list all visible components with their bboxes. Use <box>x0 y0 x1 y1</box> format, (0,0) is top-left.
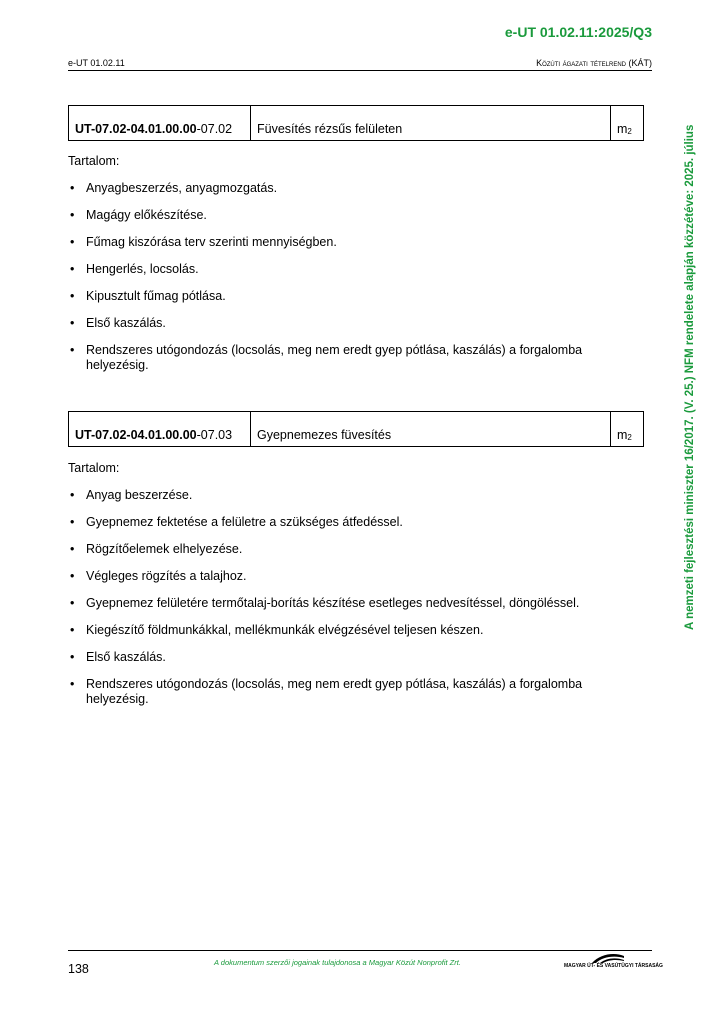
item-name-cell: Füvesítés rézsűs felületen <box>251 106 611 140</box>
copyright-notice: A dokumentum szerzői jogainak tulajdonosa a Magyar Közút Nonprofit Zrt. <box>214 958 461 967</box>
list-item: • Anyag beszerzése. <box>68 488 638 503</box>
list-item: • Magágy előkészítése. <box>68 208 638 223</box>
item-table <box>68 105 644 141</box>
item-code-cell <box>69 106 251 140</box>
header-right: Közúti ágazati tételrend (KÁT) <box>536 58 652 68</box>
list-item: • Gyepnemez fektetése a felületre a szükséges átfedéssel. <box>68 515 638 530</box>
list-item: • Kiegészítő földmunkákkal, mellékmunkák elvégzésével teljesen készen. <box>68 623 638 638</box>
unit-exponent: 2 <box>627 433 632 442</box>
list-item: • Kipusztult fűmag pótlása. <box>68 289 638 304</box>
unit-base: m <box>617 122 628 136</box>
list-item: • Rendszeres utógondozás (locsolás, meg nem eredt gyep pótlása, kaszálás) a forgalomba helyezésig. <box>68 343 638 373</box>
document-code: e-UT 01.02.11:2025/Q3 <box>504 24 652 40</box>
header-left: e-UT 01.02.11 <box>68 58 125 68</box>
list-item: • Gyepnemez felületére termőtalaj-borítás készítése esetleges nedvesítéssel, döngöléssel. <box>68 596 638 611</box>
list-item: • Anyagbeszerzés, anyagmozgatás. <box>68 181 638 196</box>
unit-base: m <box>617 428 628 442</box>
publisher-logo-text: MAGYAR ÚT- ÉS VASÚTÜGYI TÁRSASÁG <box>564 963 663 969</box>
header-rule <box>68 70 652 71</box>
side-publication-note: A nemzeti fejlesztési miniszter 16/2017. (V. 25.) NFM rendelete alapján közzétéve: 2025. július <box>684 124 696 630</box>
content-label: Tartalom: <box>68 461 120 475</box>
item-name-cell: Gyepnemezes füvesítés <box>251 412 611 446</box>
list-item: • Első kaszálás. <box>68 650 638 665</box>
item-unit-cell <box>611 412 643 446</box>
list-item: • Hengerlés, locsolás. <box>68 262 638 277</box>
unit-exponent: 2 <box>627 127 632 136</box>
item-table <box>68 411 644 447</box>
item-code-suffix: -07.02 <box>196 122 233 136</box>
list-item: • Rendszeres utógondozás (locsolás, meg nem eredt gyep pótlása, kaszálás) a forgalomba helyezésig. <box>68 677 638 707</box>
list-item: • Rögzítőelemek elhelyezése. <box>68 542 638 557</box>
content-label: Tartalom: <box>68 154 120 168</box>
footer-rule <box>68 950 652 951</box>
page-number: 138 <box>68 962 89 976</box>
list-item: • Fűmag kiszórása terv szerinti mennyiségben. <box>68 235 638 250</box>
item-code-main: UT-07.02-04.01.00.00 <box>75 122 197 136</box>
list-item: • Végleges rögzítés a talajhoz. <box>68 569 638 584</box>
item-code-suffix: -07.03 <box>196 428 233 442</box>
item-unit-cell <box>611 106 643 140</box>
item-code-cell <box>69 412 251 446</box>
publisher-logo <box>564 952 663 970</box>
list-item: • Első kaszálás. <box>68 316 638 331</box>
content-list <box>68 488 638 719</box>
item-code-main: UT-07.02-04.01.00.00 <box>75 428 197 442</box>
content-list <box>68 181 638 385</box>
